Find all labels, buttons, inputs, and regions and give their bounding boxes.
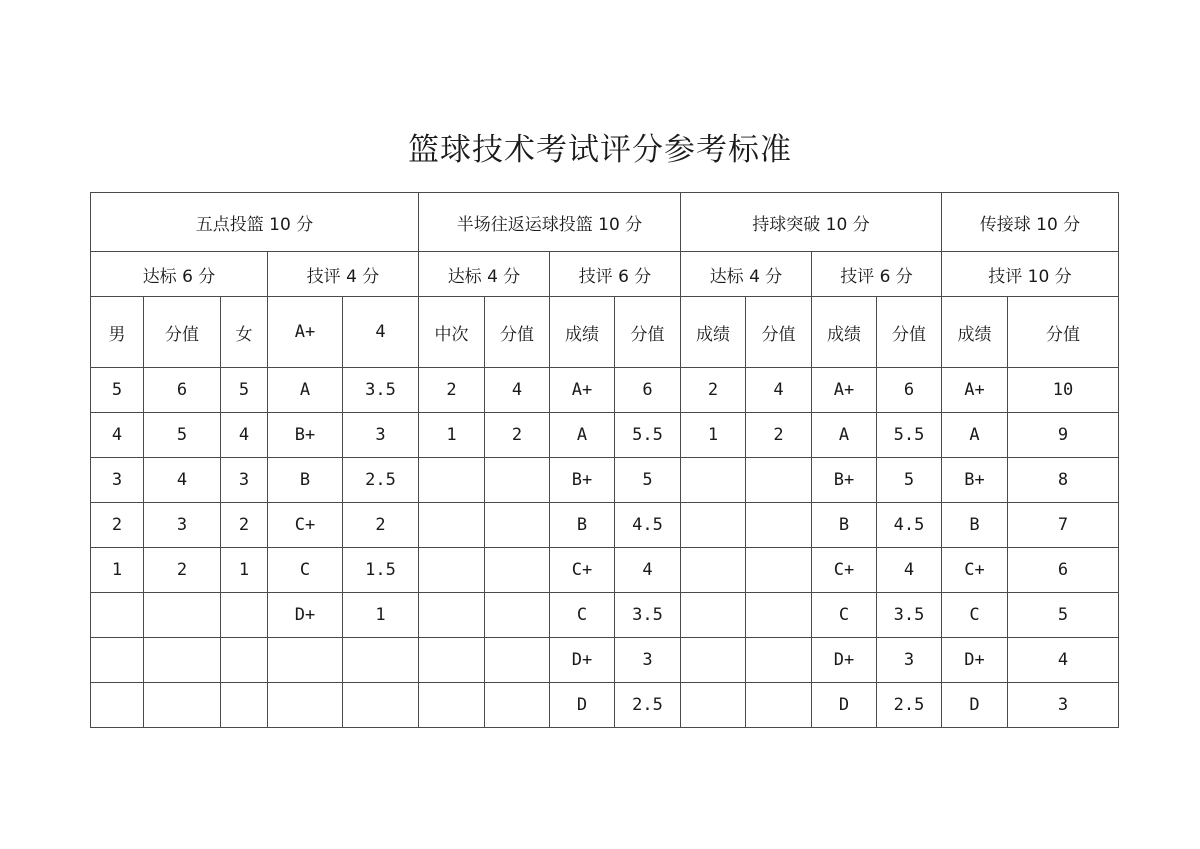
table-cell: 5 (877, 458, 942, 503)
table-cell: A (812, 413, 877, 458)
table-cell: 3.5 (615, 593, 681, 638)
table-cell: 1 (91, 548, 144, 593)
table-cell: D (550, 683, 615, 728)
table-cell: B+ (942, 458, 1008, 503)
table-cell (268, 683, 343, 728)
table-cell: D (812, 683, 877, 728)
table-cell (144, 683, 221, 728)
section-ball-breakthrough: 持球突破 10 分 (681, 193, 942, 252)
table-cell: 4 (746, 368, 812, 413)
table-cell (485, 593, 550, 638)
column-header: 成绩 (681, 297, 746, 368)
table-cell: A+ (812, 368, 877, 413)
table-cell: A (550, 413, 615, 458)
table-cell (681, 638, 746, 683)
table-cell (485, 503, 550, 548)
table-cell: 3 (221, 458, 268, 503)
table-cell (746, 503, 812, 548)
column-header: 女 (221, 297, 268, 368)
table-row (91, 413, 1119, 458)
table-cell: 3 (91, 458, 144, 503)
table-row (91, 458, 1119, 503)
column-header: A+ (268, 297, 343, 368)
table-cell: C (812, 593, 877, 638)
table-cell (419, 683, 485, 728)
table-cell: 5 (615, 458, 681, 503)
table-cell (343, 638, 419, 683)
table-cell (746, 593, 812, 638)
subsection-header-row (91, 252, 1119, 297)
table-cell: 8 (1008, 458, 1119, 503)
table-cell: D+ (550, 638, 615, 683)
table-cell: 4 (615, 548, 681, 593)
table-cell: 3 (144, 503, 221, 548)
table-cell (419, 503, 485, 548)
table-cell: 1 (419, 413, 485, 458)
document-title: 篮球技术考试评分参考标准 (408, 132, 792, 168)
column-header-row (91, 297, 1119, 368)
table-cell (746, 458, 812, 503)
table-cell: 2 (485, 413, 550, 458)
column-header: 成绩 (550, 297, 615, 368)
table-cell: A+ (550, 368, 615, 413)
table-cell (419, 458, 485, 503)
subsection-technique: 技评 10 分 (942, 252, 1119, 297)
table-cell (268, 638, 343, 683)
table-cell: D (942, 683, 1008, 728)
table-cell (91, 593, 144, 638)
table-cell (485, 638, 550, 683)
subsection-technique: 技评 4 分 (268, 252, 419, 297)
table-cell: 4.5 (877, 503, 942, 548)
table-cell: A+ (942, 368, 1008, 413)
table-cell: 6 (1008, 548, 1119, 593)
table-cell: 2 (221, 503, 268, 548)
table-cell: B+ (812, 458, 877, 503)
table-cell: 5 (221, 368, 268, 413)
table-cell: C+ (268, 503, 343, 548)
table-cell: 3.5 (343, 368, 419, 413)
table-cell: 7 (1008, 503, 1119, 548)
table-cell: 6 (877, 368, 942, 413)
column-header: 4 (343, 297, 419, 368)
table-cell (485, 548, 550, 593)
column-header: 分值 (746, 297, 812, 368)
table-cell (221, 593, 268, 638)
table-cell (91, 683, 144, 728)
scoring-table (90, 192, 1119, 728)
table-cell: 4 (91, 413, 144, 458)
subsection-standard: 达标 4 分 (419, 252, 550, 297)
table-cell: 1 (343, 593, 419, 638)
table-cell (485, 683, 550, 728)
table-cell: 4 (877, 548, 942, 593)
table-cell: 5 (91, 368, 144, 413)
table-cell: D+ (268, 593, 343, 638)
table-cell: 4 (485, 368, 550, 413)
table-cell: 4 (144, 458, 221, 503)
table-cell: 4 (1008, 638, 1119, 683)
column-header: 分值 (877, 297, 942, 368)
table-cell (746, 638, 812, 683)
table-cell: A (268, 368, 343, 413)
table-cell: B (550, 503, 615, 548)
table-cell: 3 (1008, 683, 1119, 728)
table-cell: 2 (681, 368, 746, 413)
table-cell: 1.5 (343, 548, 419, 593)
column-header: 男 (91, 297, 144, 368)
table-cell: 1 (681, 413, 746, 458)
table-row (91, 683, 1119, 728)
table-cell (681, 503, 746, 548)
table-cell: B (942, 503, 1008, 548)
table-cell: 10 (1008, 368, 1119, 413)
table-cell: C+ (812, 548, 877, 593)
table-row (91, 503, 1119, 548)
column-header: 中次 (419, 297, 485, 368)
table-cell (419, 593, 485, 638)
subsection-standard: 达标 6 分 (91, 252, 268, 297)
table-cell: 3.5 (877, 593, 942, 638)
table-cell (144, 593, 221, 638)
column-header: 成绩 (812, 297, 877, 368)
table-cell: B (812, 503, 877, 548)
table-cell: 2.5 (615, 683, 681, 728)
table-cell (343, 683, 419, 728)
table-cell: D+ (812, 638, 877, 683)
table-cell: 2 (144, 548, 221, 593)
table-cell: C (268, 548, 343, 593)
column-header: 分值 (1008, 297, 1119, 368)
section-header-row (91, 193, 1119, 252)
column-header: 分值 (485, 297, 550, 368)
table-row (91, 548, 1119, 593)
table-cell (681, 548, 746, 593)
table-cell: 3 (615, 638, 681, 683)
table-cell: 2 (343, 503, 419, 548)
section-passing-catching: 传接球 10 分 (942, 193, 1119, 252)
table-cell: 2 (91, 503, 144, 548)
table-cell (144, 638, 221, 683)
table-cell: C+ (942, 548, 1008, 593)
section-half-court-dribble-shooting: 半场往返运球投篮 10 分 (419, 193, 681, 252)
table-cell: 1 (221, 548, 268, 593)
table-cell: B (268, 458, 343, 503)
table-cell (485, 458, 550, 503)
table-cell (221, 683, 268, 728)
table-cell: 5 (144, 413, 221, 458)
subsection-standard: 达标 4 分 (681, 252, 812, 297)
table-cell: 2.5 (877, 683, 942, 728)
table-cell: 5.5 (877, 413, 942, 458)
table-cell: 5 (1008, 593, 1119, 638)
table-cell: B+ (268, 413, 343, 458)
table-cell (746, 548, 812, 593)
table-cell: C (942, 593, 1008, 638)
table-cell: A (942, 413, 1008, 458)
column-header: 分值 (615, 297, 681, 368)
table-cell: C+ (550, 548, 615, 593)
table-cell: 4 (221, 413, 268, 458)
column-header: 成绩 (942, 297, 1008, 368)
table-cell: 2 (419, 368, 485, 413)
table-cell: 6 (615, 368, 681, 413)
table-cell: 9 (1008, 413, 1119, 458)
table-cell: 5.5 (615, 413, 681, 458)
table-cell (419, 548, 485, 593)
table-cell (681, 683, 746, 728)
column-header: 分值 (144, 297, 221, 368)
table-cell: 4.5 (615, 503, 681, 548)
table-cell: 2 (746, 413, 812, 458)
table-cell (746, 683, 812, 728)
table-cell: 6 (144, 368, 221, 413)
table-cell: B+ (550, 458, 615, 503)
subsection-technique: 技评 6 分 (812, 252, 942, 297)
table-row (91, 368, 1119, 413)
table-cell (681, 593, 746, 638)
table-cell: 2.5 (343, 458, 419, 503)
table-cell (419, 638, 485, 683)
table-row (91, 593, 1119, 638)
table-cell: 3 (343, 413, 419, 458)
table-cell (221, 638, 268, 683)
table-cell (681, 458, 746, 503)
table-cell: 3 (877, 638, 942, 683)
table-row (91, 638, 1119, 683)
table-cell: D+ (942, 638, 1008, 683)
section-five-point-shooting: 五点投篮 10 分 (91, 193, 419, 252)
table-cell: C (550, 593, 615, 638)
subsection-technique: 技评 6 分 (550, 252, 681, 297)
table-cell (91, 638, 144, 683)
